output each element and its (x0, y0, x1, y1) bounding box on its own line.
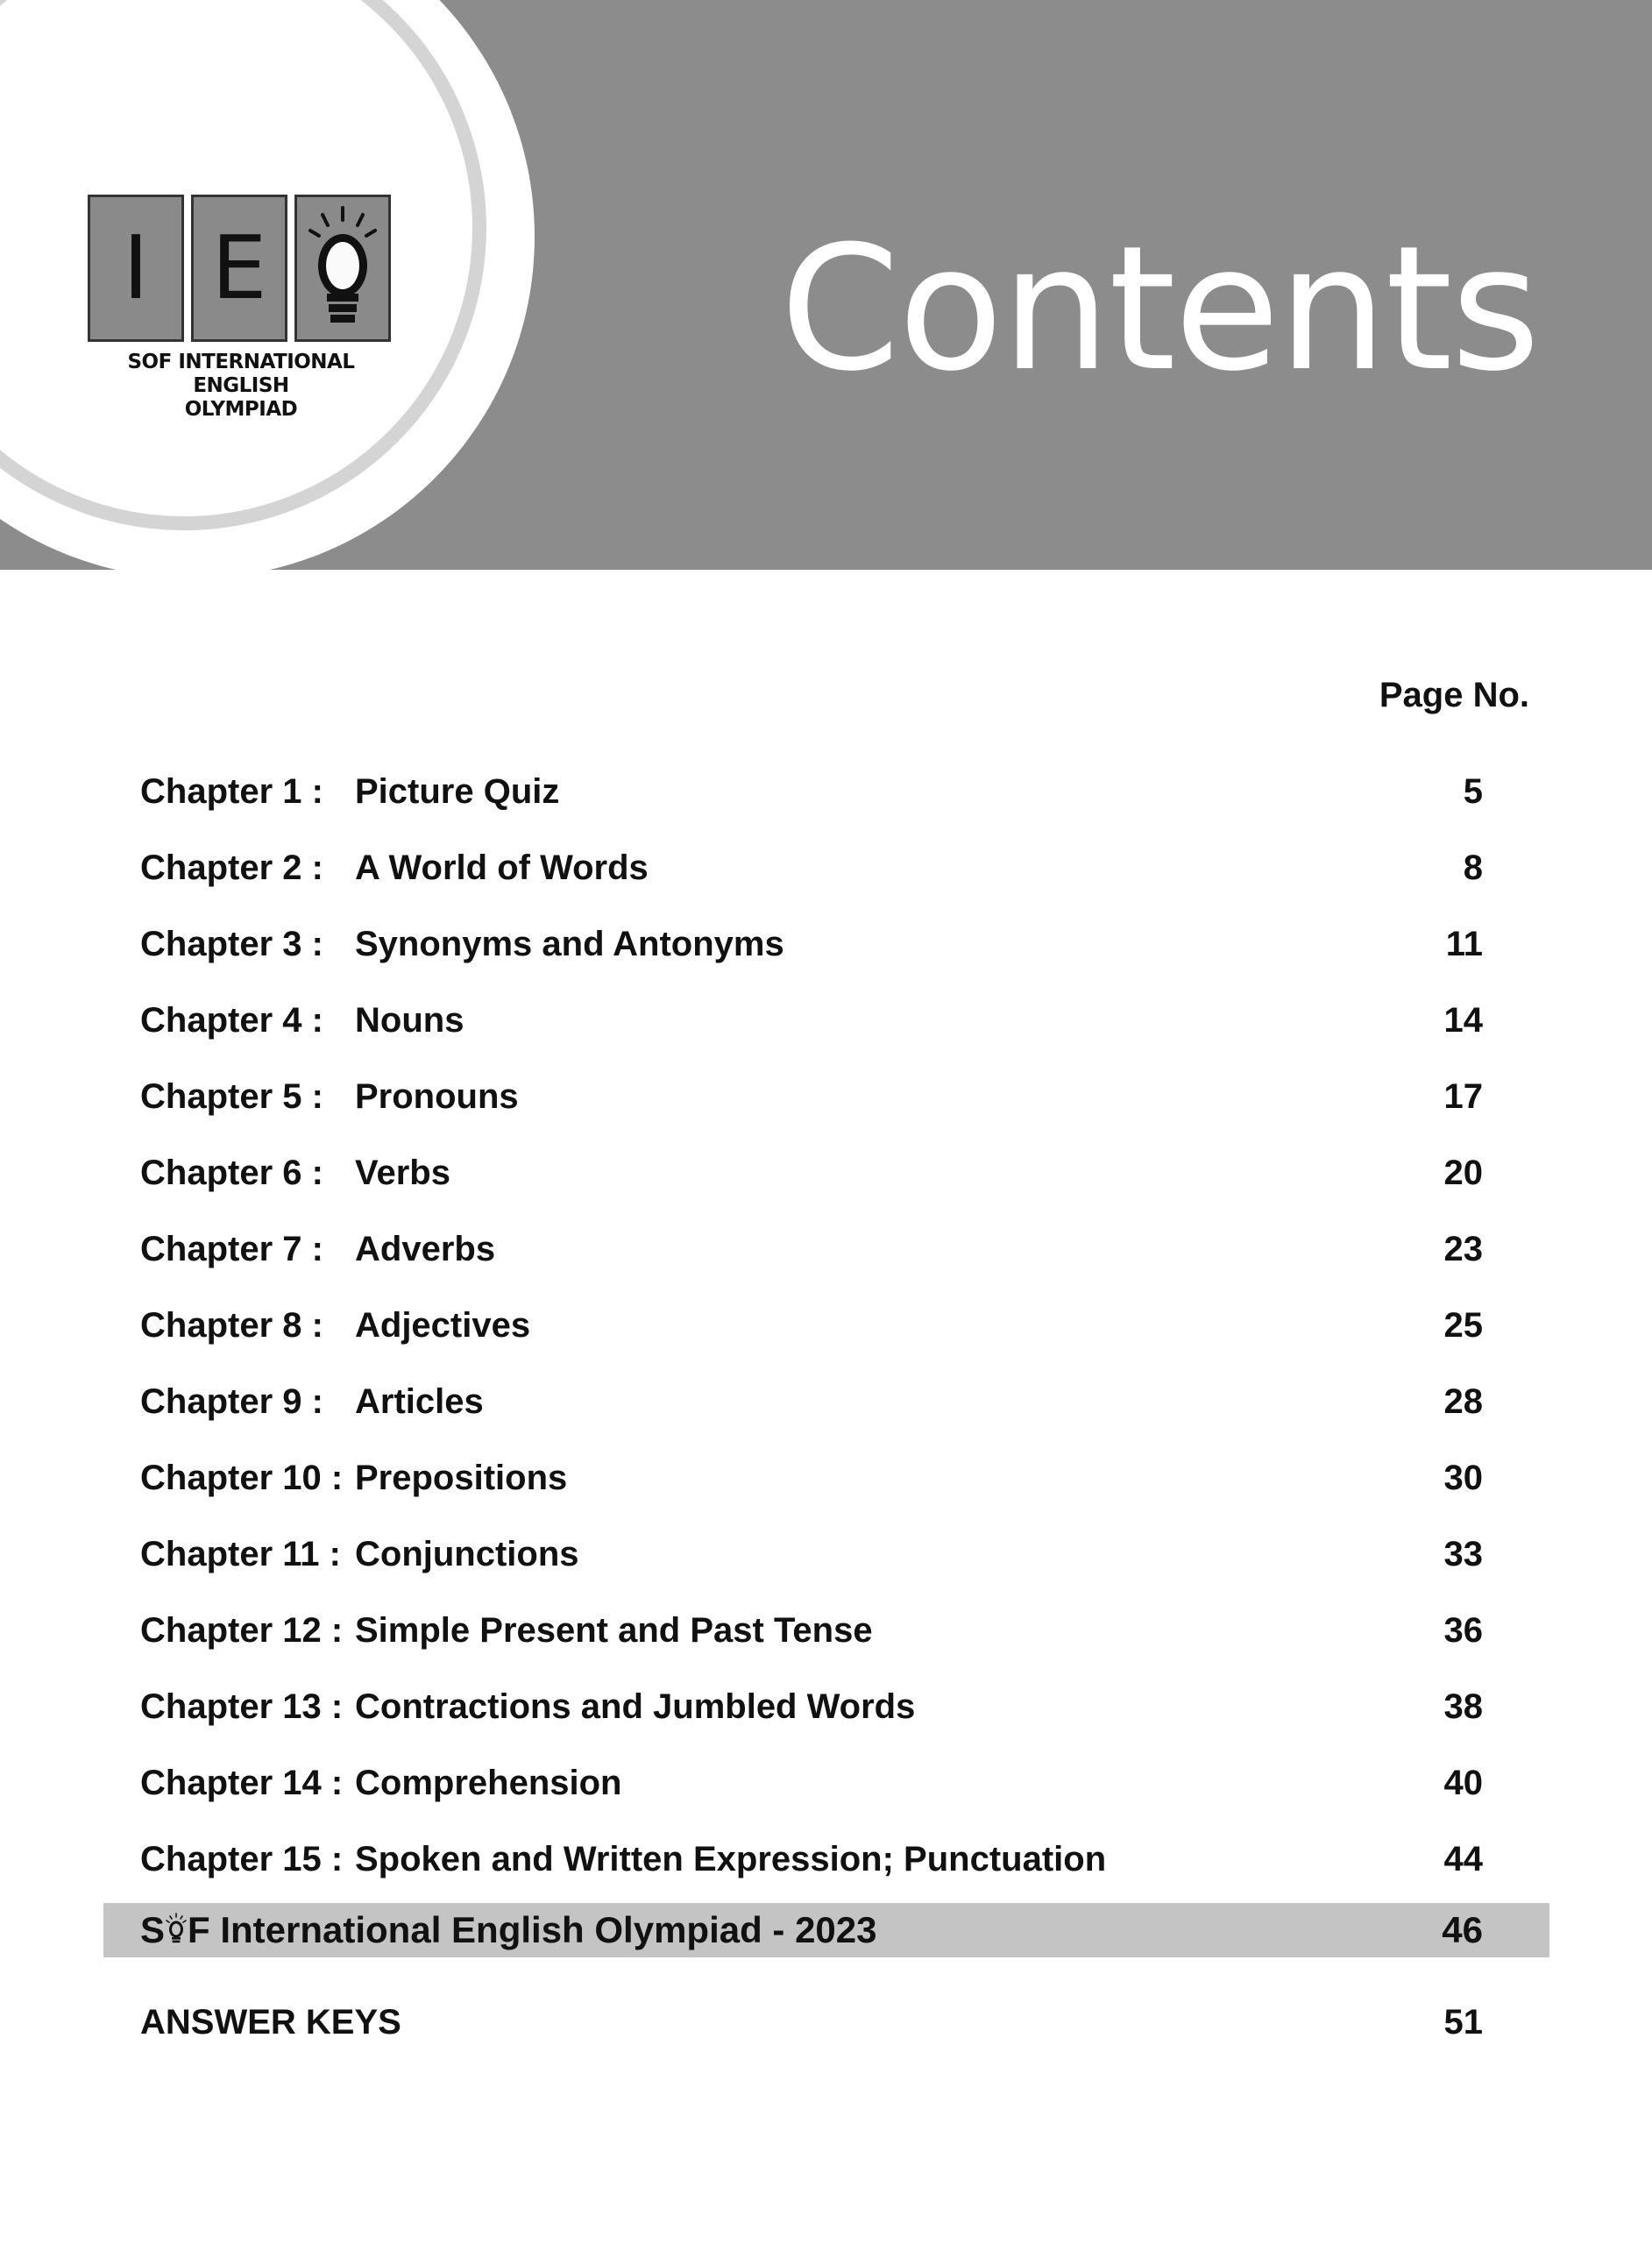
chapter-label: Chapter 8 : (140, 1306, 323, 1345)
lightbulb-icon (294, 195, 391, 342)
toc-row[interactable] (140, 842, 1483, 894)
logo-caption (88, 351, 394, 422)
chapter-label: Chapter 12 : (140, 1611, 344, 1650)
chapter-label: Chapter 2 : (140, 849, 323, 887)
chapter-page: 23 (1443, 1230, 1483, 1268)
ieo-logo (88, 195, 394, 422)
olympiad-title-suffix: F International English Olympiad - 2023 (188, 1909, 877, 1950)
chapter-label: Chapter 5 : (140, 1077, 323, 1116)
chapter-page: 33 (1443, 1535, 1483, 1573)
chapter-page: 8 (1463, 849, 1483, 887)
chapter-page: 20 (1443, 1154, 1483, 1192)
chapter-page: 5 (1463, 772, 1483, 811)
chapter-page: 25 (1443, 1306, 1483, 1345)
chapter-title: Pronouns (355, 1077, 519, 1116)
toc-row[interactable] (140, 918, 1483, 970)
toc-row[interactable] (140, 1070, 1483, 1123)
chapter-label: Chapter 6 : (140, 1154, 323, 1192)
chapter-page: 30 (1443, 1459, 1483, 1497)
chapter-page: 40 (1443, 1764, 1483, 1802)
header-band (0, 0, 1652, 570)
olympiad-row[interactable] (140, 1904, 1483, 1956)
answer-keys-row[interactable] (140, 1996, 1483, 2049)
toc-row[interactable] (140, 1147, 1483, 1199)
toc-row[interactable] (140, 1833, 1483, 1885)
chapter-page: 11 (1445, 925, 1483, 963)
chapter-title: Nouns (355, 1001, 464, 1040)
chapter-label: Chapter 14 : (140, 1764, 344, 1802)
logo-caption-line1: SOF INTERNATIONAL ENGLISH (127, 351, 355, 397)
logo-caption-line2: OLYMPIAD (184, 398, 298, 421)
logo-tiles (88, 195, 394, 342)
toc-row[interactable] (140, 765, 1483, 818)
toc-row[interactable] (140, 1528, 1483, 1580)
chapter-title: Adjectives (355, 1306, 531, 1345)
lightbulb-icon (166, 1913, 187, 1946)
chapter-label: Chapter 4 : (140, 1001, 323, 1040)
chapter-label: Chapter 15 : (140, 1840, 344, 1878)
chapter-label: Chapter 7 : (140, 1230, 323, 1268)
chapter-title: A World of Words (355, 849, 649, 887)
chapter-page: 44 (1443, 1840, 1483, 1878)
chapter-label: Chapter 3 : (140, 925, 323, 963)
chapter-title: Articles (355, 1382, 484, 1421)
chapter-page: 38 (1443, 1687, 1483, 1726)
chapter-title: Conjunctions (355, 1535, 579, 1573)
chapter-label: Chapter 13 : (140, 1687, 344, 1726)
answer-keys-page: 51 (1443, 2003, 1483, 2042)
chapter-title: Picture Quiz (355, 772, 560, 811)
chapter-page: 17 (1443, 1077, 1483, 1116)
chapter-label: Chapter 1 : (140, 772, 323, 811)
chapter-title: Adverbs (355, 1230, 496, 1268)
olympiad-page: 46 (1442, 1909, 1483, 1950)
chapter-label: Chapter 11 : (140, 1535, 341, 1573)
toc-row[interactable] (140, 994, 1483, 1047)
answer-keys-title: ANSWER KEYS (140, 2003, 401, 2042)
logo-tile-e: E (191, 195, 287, 342)
toc-row[interactable] (140, 1299, 1483, 1352)
toc-row[interactable] (140, 1604, 1483, 1657)
logo-tile-i: I (88, 195, 184, 342)
chapter-title: Contractions and Jumbled Words (355, 1687, 916, 1726)
chapter-title: Synonyms and Antonyms (355, 925, 784, 963)
toc-row[interactable] (140, 1680, 1483, 1733)
chapter-title: Spoken and Written Expression; Punctuation (355, 1840, 1107, 1878)
olympiad-title (140, 1904, 877, 1956)
chapter-page: 14 (1443, 1001, 1483, 1040)
toc-row[interactable] (140, 1223, 1483, 1275)
chapter-title: Verbs (355, 1154, 450, 1192)
chapter-title: Prepositions (355, 1459, 568, 1497)
toc-row[interactable] (140, 1452, 1483, 1504)
chapter-title: Simple Present and Past Tense (355, 1611, 873, 1650)
chapter-page: 36 (1443, 1611, 1483, 1650)
toc-row[interactable] (140, 1375, 1483, 1428)
chapter-label: Chapter 9 : (140, 1382, 323, 1421)
page-title: Contents (780, 209, 1539, 409)
chapter-label: Chapter 10 : (140, 1459, 344, 1497)
page-no-label: Page No. (1379, 676, 1529, 714)
olympiad-title-prefix: S (140, 1909, 166, 1950)
chapter-title: Comprehension (355, 1764, 622, 1802)
toc-row[interactable] (140, 1757, 1483, 1809)
chapter-page: 28 (1443, 1382, 1483, 1421)
